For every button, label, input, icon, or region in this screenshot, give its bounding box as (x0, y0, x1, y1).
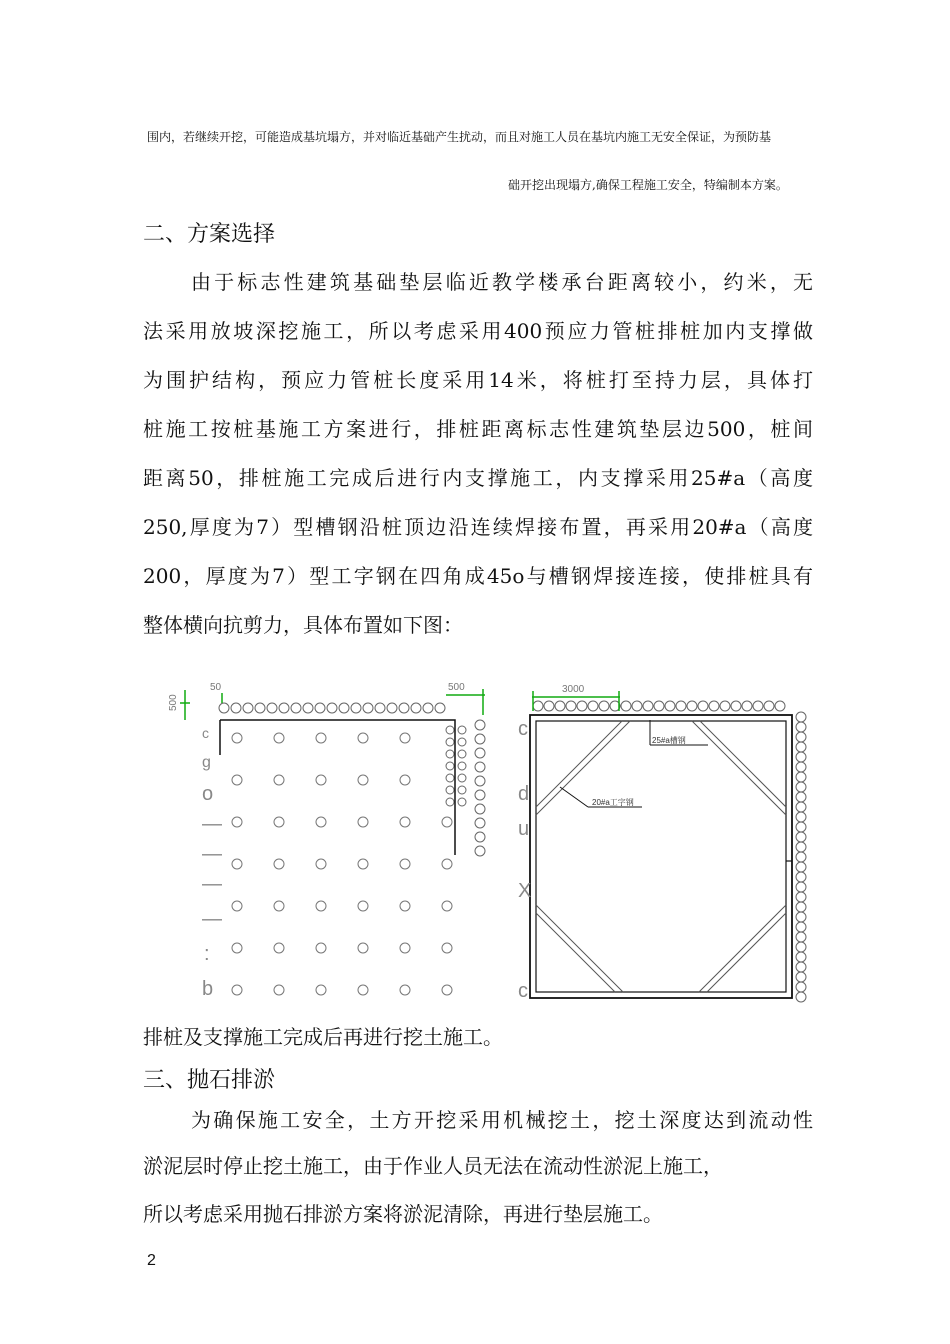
paragraph-line: 所以考虑采用抛石排淤方案将淤泥清除，再进行垫层施工。 (143, 1202, 663, 1226)
pile-circle (400, 817, 410, 827)
section-3-paragraph (143, 1097, 813, 1237)
pile-circle (400, 733, 410, 743)
pile-circle (400, 859, 410, 869)
pile-circle (316, 901, 326, 911)
pile-circle (375, 703, 385, 713)
pile-circle (274, 943, 284, 953)
paragraph-line: 距离50，排桩施工完成后进行内支撑施工，内支撑采用25#a（高度 (143, 466, 813, 490)
pile-circle (358, 733, 368, 743)
paragraph-line: 为围护结构，预应力管桩长度采用14米，将桩打至持力层，具体打 (143, 368, 813, 392)
pile-circle (231, 703, 241, 713)
page-number: 2 (147, 1252, 156, 1269)
pile-circle (446, 798, 454, 806)
pile-circle (327, 703, 337, 713)
pile-circle (358, 859, 368, 869)
pile-circle (458, 774, 466, 782)
pile-circle (577, 701, 587, 711)
pile-circle (274, 985, 284, 995)
after-figure-text: 排桩及支撑施工完成后再进行挖土施工。 (143, 1025, 503, 1049)
pile-circle (232, 775, 242, 785)
paragraph-line: 整体横向抗剪力，具体布置如下图： (143, 613, 463, 637)
pile-circle (796, 892, 806, 902)
side-mark: : (204, 943, 210, 965)
pile-circle (274, 775, 284, 785)
pile-circle (442, 859, 452, 869)
side-mark: c (518, 980, 528, 1002)
pile-circle (796, 712, 806, 722)
pile-circle (458, 738, 466, 746)
pile-circle (796, 772, 806, 782)
pile-circle (232, 943, 242, 953)
pile-circle (588, 701, 598, 711)
pile-circle (475, 720, 485, 730)
pile-circle (796, 822, 806, 832)
pile-circle (731, 701, 741, 711)
pile-circle (358, 985, 368, 995)
dim-top-label: 50 (210, 682, 222, 693)
pile-circle (274, 733, 284, 743)
pile-circle (676, 701, 686, 711)
pile-circle (255, 703, 265, 713)
pile-circle (232, 985, 242, 995)
pile-circle (303, 703, 313, 713)
pile-circle (796, 942, 806, 952)
side-mark: c (202, 725, 209, 741)
dim-3000-label: 3000 (562, 684, 585, 695)
pile-circle (399, 703, 409, 713)
pile-circle (411, 703, 421, 713)
section-2-paragraph (143, 258, 813, 650)
pile-circle (274, 817, 284, 827)
label-ibeam: 20#a工字钢 (592, 798, 634, 807)
pile-circle (219, 703, 229, 713)
pile-circle (796, 812, 806, 822)
pile-circle (458, 762, 466, 770)
label-channel: 25#a槽钢 (652, 736, 686, 745)
pile-circle (720, 701, 730, 711)
pile-circle (796, 992, 806, 1002)
side-mark: d (518, 783, 530, 805)
side-mark: — (202, 813, 222, 835)
pile-circle (274, 901, 284, 911)
pile-circle (400, 943, 410, 953)
pile-layout-figure (140, 675, 820, 1025)
left-pile-plan (168, 682, 485, 1000)
pile-circle (279, 703, 289, 713)
paragraph-line: 为确保施工安全，土方开挖采用机械挖土，挖土深度达到流动性 (191, 1108, 813, 1132)
pile-circle (475, 748, 485, 758)
pile-circle (796, 932, 806, 942)
pile-circle (442, 817, 452, 827)
pile-circle (358, 775, 368, 785)
pile-circle (775, 701, 785, 711)
pile-circle (316, 859, 326, 869)
pile-circle (796, 732, 806, 742)
pile-circle (423, 703, 433, 713)
paragraph-line: 淤泥层时停止挖土施工，由于作业人员无法在流动性淤泥上施工， (143, 1154, 723, 1178)
pile-circle (232, 901, 242, 911)
pile-circle (232, 859, 242, 869)
pile-circle (709, 701, 719, 711)
pile-circle (533, 701, 543, 711)
pile-circle (796, 922, 806, 932)
section-2-heading: 二、方案选择 (143, 222, 276, 247)
pile-circle (764, 701, 774, 711)
side-mark: g (202, 754, 211, 771)
intro-line-1: 围内，若继续开挖，可能造成基坑塌方，并对临近基础产生扰动，而且对施工人员在基坑内施工无安全保证，为预防基 (147, 130, 772, 144)
side-mark: — (202, 843, 222, 865)
right-support-plan (518, 684, 806, 1002)
dim-left-label: 500 (168, 694, 179, 711)
pile-circle (351, 703, 361, 713)
pile-circle (665, 701, 675, 711)
pile-circle (796, 912, 806, 922)
pile-circle (475, 762, 485, 772)
pile-circle (400, 985, 410, 995)
paragraph-line: 由于标志性建筑基础垫层临近教学楼承台距离较小，约米，无 (191, 270, 813, 294)
pile-circle (796, 742, 806, 752)
steel-channel-outer (530, 715, 792, 998)
pile-circle (435, 703, 445, 713)
pile-circle (316, 775, 326, 785)
side-mark: u (518, 818, 530, 840)
pile-circle (475, 776, 485, 786)
pile-circle (400, 775, 410, 785)
pile-circle (621, 701, 631, 711)
pile-circle (232, 817, 242, 827)
pile-circle (599, 701, 609, 711)
pile-circle (796, 762, 806, 772)
pile-circle (796, 972, 806, 982)
intro-line-2: 础开挖出现塌方,确保工程施工安全，特编制本方案。 (508, 178, 788, 192)
steel-channel-inner (536, 721, 786, 992)
pile-circle (442, 901, 452, 911)
pile-circle (458, 726, 466, 734)
paragraph-line: 法采用放坡深挖施工，所以考虑采用400预应力管桩排桩加内支撑做 (143, 319, 813, 343)
pile-circle (687, 701, 697, 711)
pile-circle (796, 852, 806, 862)
pile-circle (274, 859, 284, 869)
paragraph-line: 250,厚度为7）型槽钢沿桩顶边沿连续焊接布置，再采用20#a（高度 (143, 515, 813, 539)
pile-circle (339, 703, 349, 713)
pile-circle (475, 790, 485, 800)
pile-circle (446, 786, 454, 794)
pile-circle (475, 832, 485, 842)
pile-circle (232, 733, 242, 743)
diagonal-ibeams (536, 721, 786, 992)
pile-circle (316, 817, 326, 827)
pile-circle (358, 901, 368, 911)
paragraph-line: 200，厚度为7）型工字钢在四角成45o与槽钢焊接连接，使排桩具有 (143, 564, 813, 588)
pile-circle (796, 902, 806, 912)
side-mark: b (202, 978, 214, 1000)
pile-circle (267, 703, 277, 713)
side-mark: o (202, 783, 214, 805)
pile-circle (358, 943, 368, 953)
pile-circle (796, 722, 806, 732)
pile-circle (796, 802, 806, 812)
pile-circle (796, 962, 806, 972)
dim-right-label: 500 (448, 682, 465, 693)
pile-circle (442, 985, 452, 995)
pile-circle (446, 762, 454, 770)
pile-circle (753, 701, 763, 711)
pile-circle (796, 872, 806, 882)
pile-circle (475, 846, 485, 856)
pile-circle (796, 792, 806, 802)
pile-circle (544, 701, 554, 711)
pile-circle (796, 842, 806, 852)
section-3-heading: 三、抛石排淤 (143, 1068, 276, 1093)
pile-circle (315, 703, 325, 713)
pile-circle (316, 985, 326, 995)
pile-circle (796, 952, 806, 962)
pile-circle (654, 701, 664, 711)
paragraph-line: 桩施工按桩基施工方案进行，排桩距离标志性建筑垫层边500，桩间 (143, 417, 813, 441)
pile-circle (400, 901, 410, 911)
pile-circle (291, 703, 301, 713)
pile-circle (796, 882, 806, 892)
pile-circle (566, 701, 576, 711)
pile-circle (796, 752, 806, 762)
pile-circle (796, 832, 806, 842)
pile-circle (316, 733, 326, 743)
side-mark: c (518, 718, 528, 740)
pile-circle (475, 734, 485, 744)
pile-circle (475, 818, 485, 828)
pile-circle (698, 701, 708, 711)
side-mark: — (202, 908, 222, 930)
pile-circle (458, 750, 466, 758)
pile-circle (316, 943, 326, 953)
pile-circle (446, 726, 454, 734)
pile-circle (458, 798, 466, 806)
pile-circle (742, 701, 752, 711)
side-mark: X (518, 880, 532, 902)
pile-circle (475, 804, 485, 814)
pile-circle (796, 982, 806, 992)
pile-circle (363, 703, 373, 713)
pile-circle (446, 738, 454, 746)
pit-boundary-line (220, 720, 455, 855)
pile-circle (632, 701, 642, 711)
pile-circle (387, 703, 397, 713)
pile-circle (446, 774, 454, 782)
pile-circle (358, 817, 368, 827)
side-mark: — (202, 873, 222, 895)
pile-circle (555, 701, 565, 711)
pile-circle (643, 701, 653, 711)
pile-circle (442, 943, 452, 953)
pile-circle (796, 782, 806, 792)
pile-circle (796, 862, 806, 872)
pile-circle (243, 703, 253, 713)
pile-circle (446, 750, 454, 758)
pile-circle (458, 786, 466, 794)
